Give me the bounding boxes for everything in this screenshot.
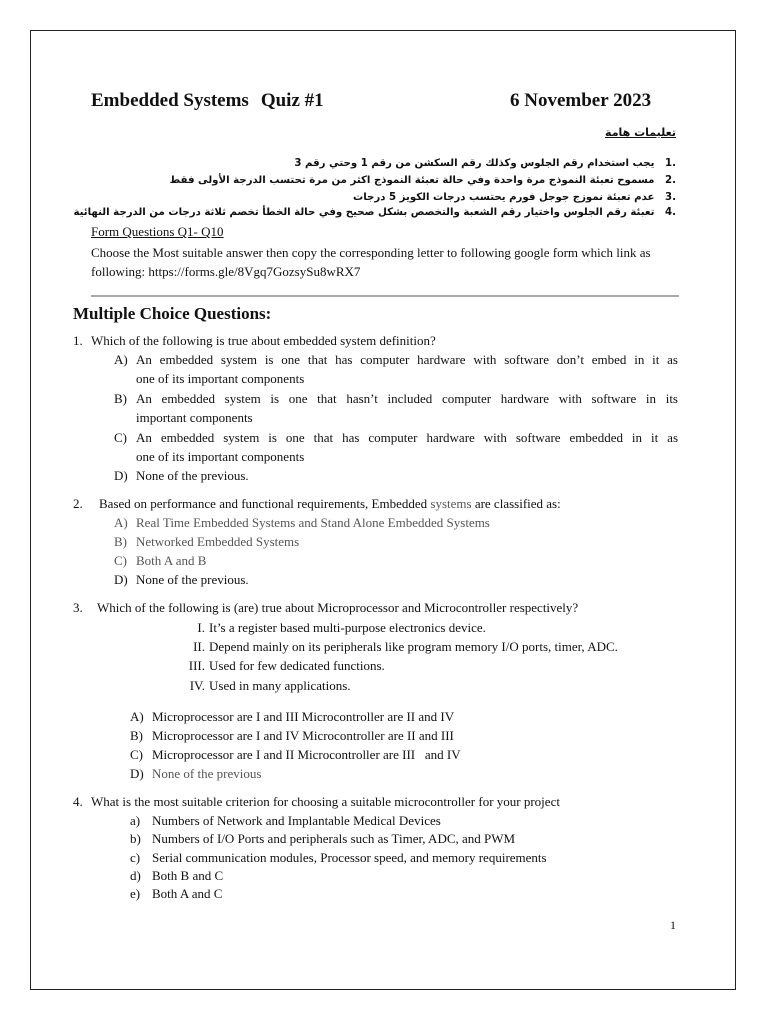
option-text: Microprocessor are I and III Microcontroller are II and IV [152,709,455,724]
question-number: 3. [73,600,83,615]
option-label: A) [130,709,144,724]
question-2 [73,496,561,512]
option-label: D) [130,766,144,781]
question-number: 2. [73,496,83,511]
question-number: 4. [73,794,83,809]
quiz-title [91,90,324,112]
option-a [130,708,454,727]
option-d [130,765,261,784]
option-text: Serial communication modules, Processor speed, and memory requirements [152,850,547,865]
question-text: Which of the following is (are) true about Microprocessor and Microcontroller respectively? [97,600,579,615]
option-text: Microprocessor are I and II Microcontroller are III and IV [152,747,461,762]
option-e [130,885,222,904]
statement-text: Used in many applications. [209,678,351,693]
option-a [130,812,441,831]
option-b [130,830,515,849]
subject-name: Embedded Systems [91,90,249,111]
option-label: D) [114,468,128,483]
instruction-number: .3 [665,192,676,203]
statement-2 [165,638,618,657]
instruction-item [73,207,676,218]
option-label: b) [130,831,141,846]
option-text: None of the previous. [136,468,249,483]
option-b [130,727,454,746]
instruction-text: مسموح تعبئة النموذج مرة واحدة وفي حالة تعبئة النموذج اكثر من مرة تحتسب الدرجة الأولى فقط [169,175,655,186]
instruction-text: يجب استخدام رقم الجلوس وكذلك رقم السكشن من رقم 1 وحتي رقم 3 [294,158,655,169]
option-c [130,746,461,765]
option-text-line2: one of its important components [136,448,305,464]
option-label: a) [130,813,141,828]
statement-text: Used for few dedicated functions. [209,658,385,673]
option-a [114,514,490,533]
instructions-heading: تعليمات هامة [605,126,676,139]
question-4 [73,794,560,810]
statement-1 [165,619,486,638]
option-label: A) [114,352,128,367]
form-instructions: Choose the Most suitable answer then copy the corresponding letter to following google form which link as following: https://forms.gle/8Vgq7GozsySu8wRX7 [91,245,651,279]
option-c [114,552,206,571]
section-title: Multiple Choice Questions: [73,304,272,323]
instruction-number: .2 [665,175,676,186]
divider [91,295,679,297]
option-c [114,429,678,466]
option-d [114,467,249,486]
question-text-part: are classified as: [471,496,561,511]
question-text-highlight: systems [430,496,472,511]
option-b [114,533,299,552]
instruction-number: .4 [665,207,676,218]
form-questions-heading: Form Questions Q1- Q10 [91,224,224,239]
statement-text: Depend mainly on its peripherals like program memory I/O ports, timer, ADC. [209,639,618,654]
option-label: e) [130,886,141,901]
option-label: C) [130,747,143,762]
instruction-item [294,158,676,169]
option-text: Both A and C [152,886,223,901]
option-text: Numbers of Network and Implantable Medical Devices [152,813,441,828]
option-text-line1: An embedded system is one that hasn’t included computer hardware with software in its [136,391,678,406]
question-text: Which of the following is true about embedded system definition? [91,333,436,348]
option-text: Both A and B [136,553,207,568]
instruction-item [353,192,676,203]
statement-text: It’s a register based multi-purpose electronics device. [209,620,486,635]
statement-number: III. [188,658,205,673]
option-text-line1: An embedded system is one that has computer hardware with software don’t embed in it as [136,352,678,367]
option-text: Real Time Embedded Systems and Stand Alone Embedded Systems [136,515,490,530]
option-label: B) [130,728,143,743]
instruction-number: .1 [665,158,676,169]
option-text: Numbers of I/O Ports and peripherals such as Timer, ADC, and PWM [152,831,516,846]
option-text: Networked Embedded Systems [136,534,300,549]
option-text-line2: important components [136,409,253,425]
question-text: What is the most suitable criterion for choosing a suitable microcontroller for your project [91,794,560,809]
statement-4 [165,677,351,696]
question-number: 1. [73,333,83,348]
option-text-line1: An embedded system is one that has computer hardware with software embedded in it as [136,430,678,445]
statement-number: IV. [189,678,205,693]
page-number: 1 [670,918,676,932]
option-label: C) [114,553,127,568]
quiz-date: 6 November 2023 [510,90,652,111]
instruction-text: تعبئة رقم الجلوس واختيار رقم الشعبة والتخصص بشكل صحيح وفي حالة الخطأ تخصم ثلاثة درجات من الدرجة النهائية [73,207,655,218]
option-label: A) [114,515,128,530]
option-b [114,390,678,427]
statement-number: I. [197,620,205,635]
option-label: c) [130,850,141,865]
instruction-item [170,175,676,186]
option-label: B) [114,534,127,549]
option-text: None of the previous. [136,572,249,587]
option-label: d) [130,868,141,883]
option-text: Both B and C [152,868,224,883]
option-c [130,849,547,868]
option-text: Microprocessor are I and IV Microcontroller are II and III [152,728,454,743]
option-text: None of the previous [152,766,262,781]
question-text-part: Based on performance and functional requirements, Embedded [99,496,431,511]
instruction-text: عدم تعبئة نموزج جوجل فورم يحتسب درجات الكويز 5 درجات [352,192,655,203]
statement-number: II. [193,639,205,654]
option-d [130,867,223,886]
question-3 [73,600,578,616]
quiz-number: Quiz #1 [260,90,324,111]
option-d [114,571,249,590]
option-text-line2: one of its important components [136,370,305,386]
statement-3 [165,657,385,676]
option-label: D) [114,572,128,587]
option-label: C) [114,430,127,445]
option-a [114,351,678,388]
option-label: B) [114,391,127,406]
question-1 [73,333,436,349]
